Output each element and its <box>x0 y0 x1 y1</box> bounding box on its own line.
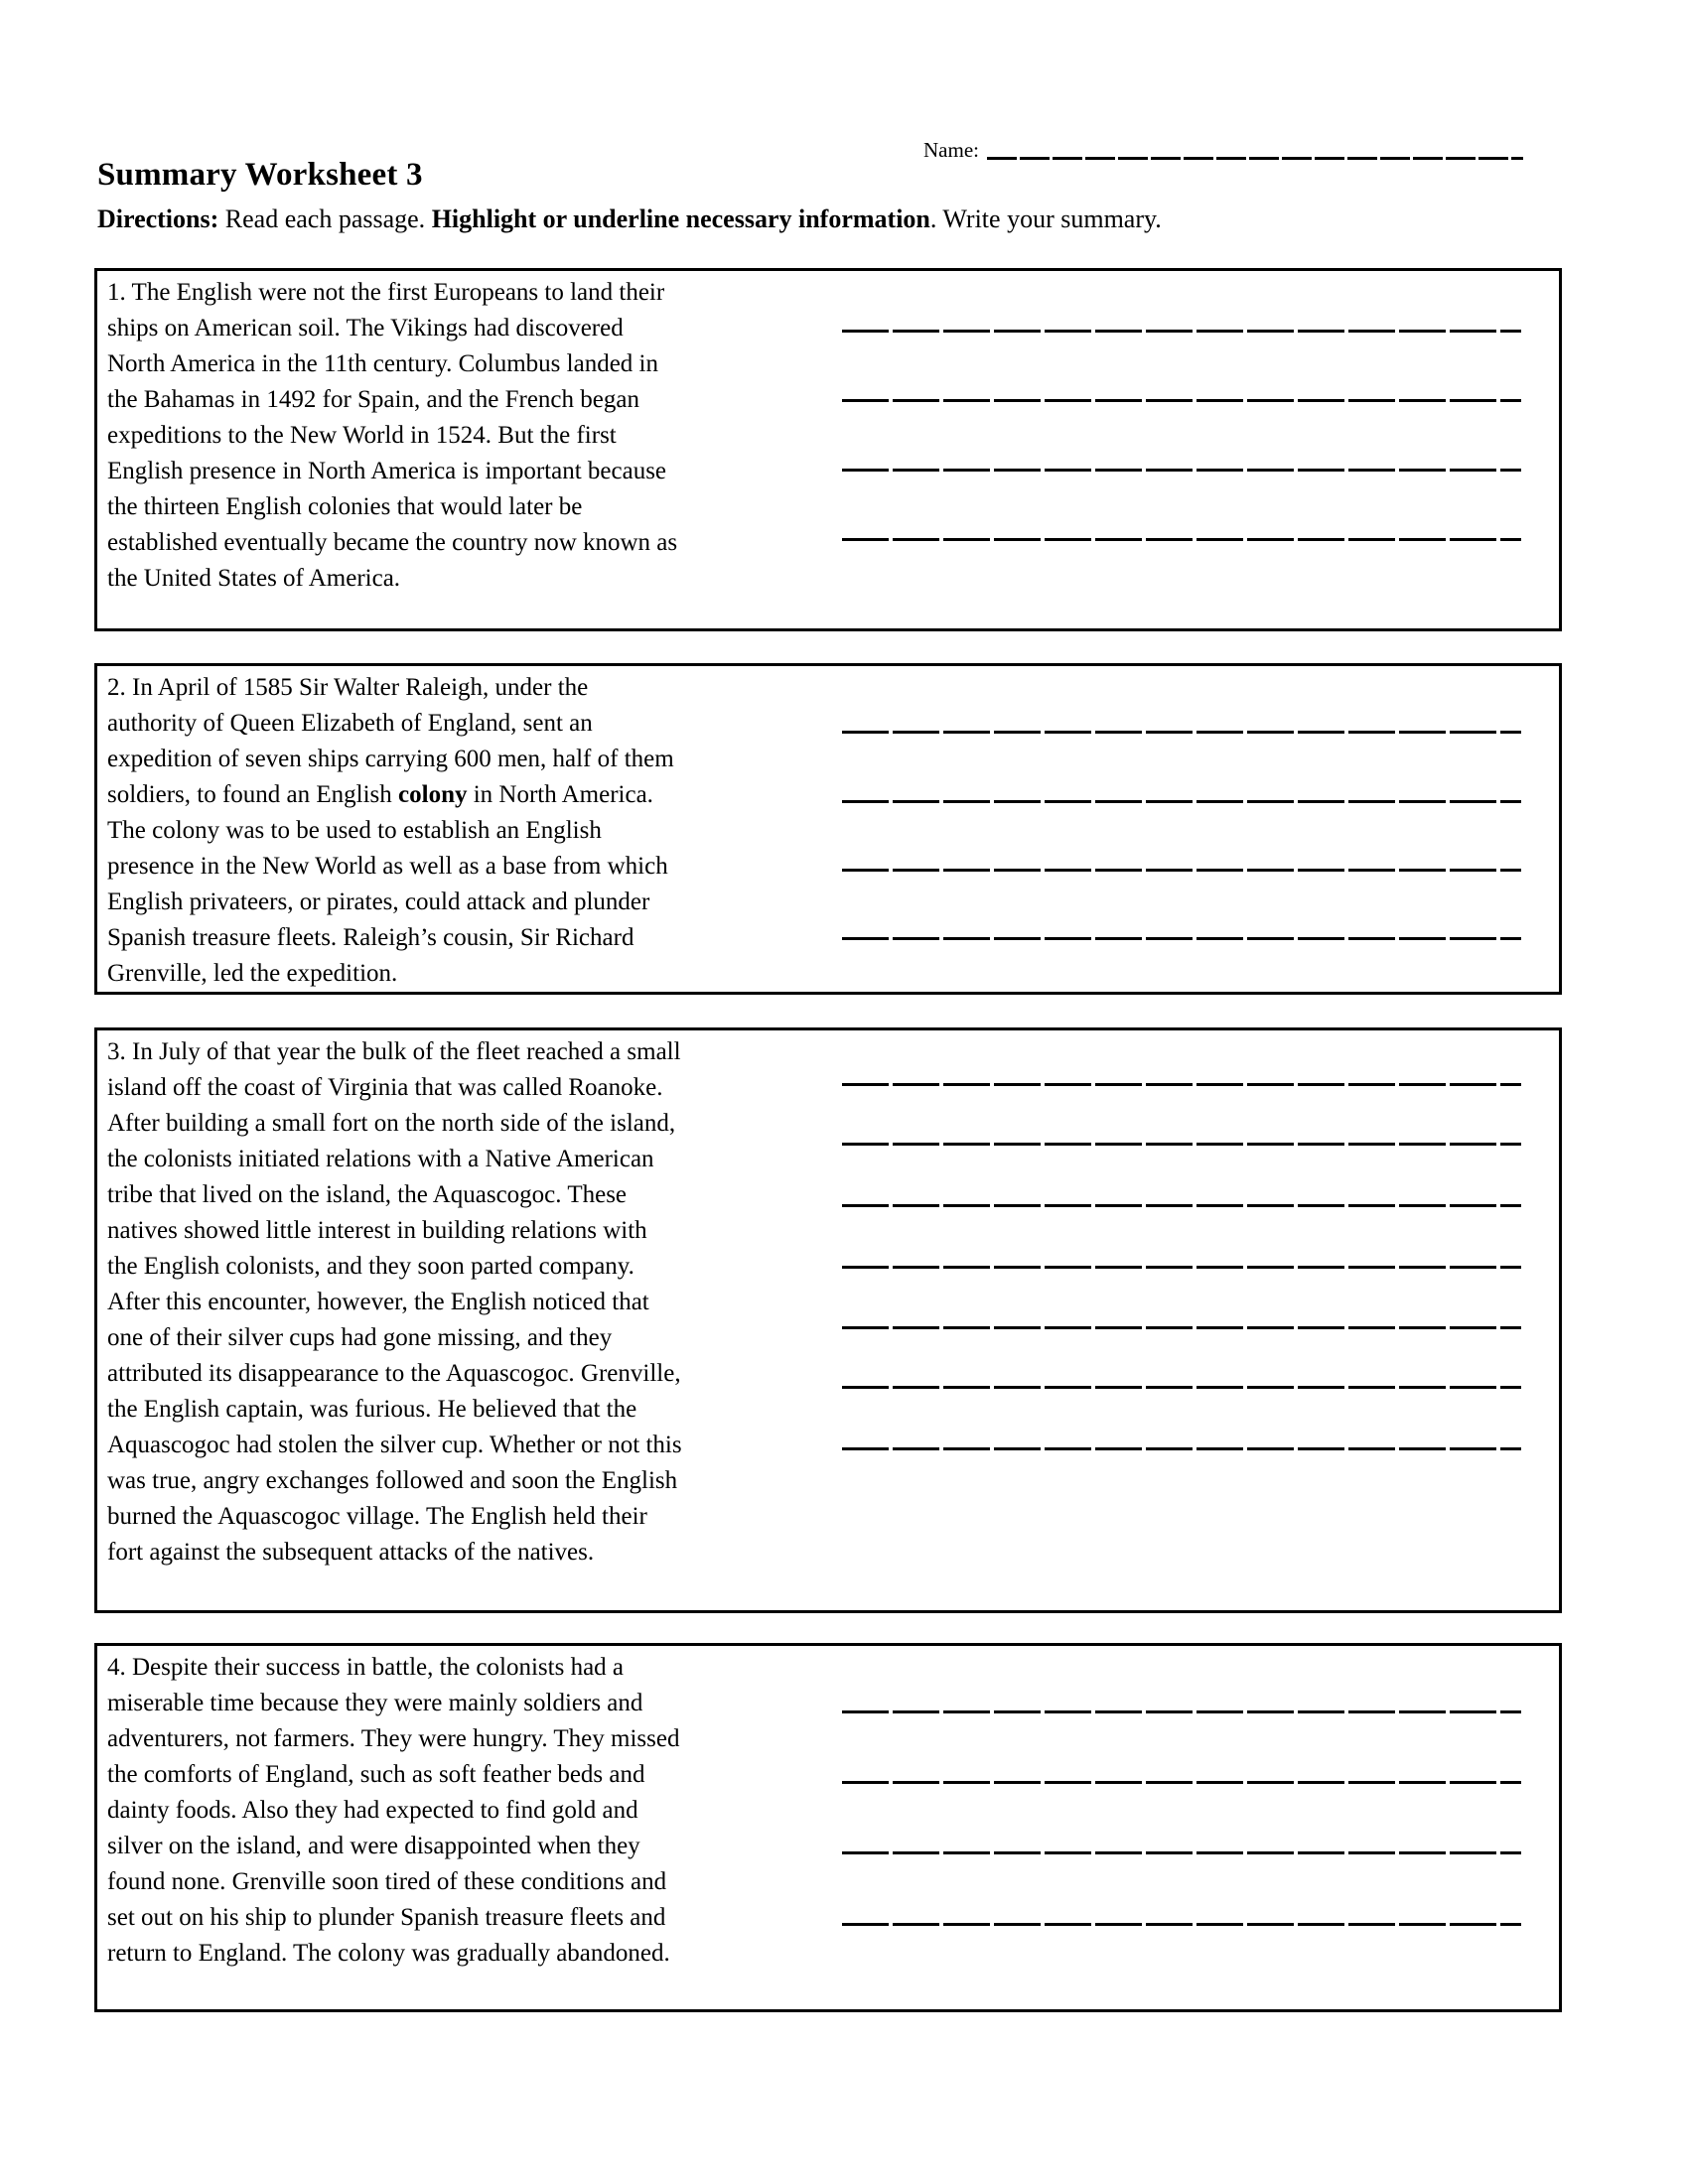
summary-write-line[interactable] <box>842 869 1521 872</box>
directions-label: Directions: <box>97 205 219 233</box>
directions <box>97 205 1162 234</box>
name-blank-line[interactable] <box>987 157 1523 160</box>
passage-box-4 <box>94 1643 1562 2012</box>
summary-write-line[interactable] <box>842 731 1521 734</box>
passage-2-text-pre: 2. In April of 1585 Sir Walter Raleigh, under the authority of Queen Elizabeth of England, sent an expedition of seven ships carrying 600 men, half of them soldiers, to found an English <box>107 674 674 808</box>
summary-write-line[interactable] <box>842 399 1521 402</box>
summary-write-line[interactable] <box>842 800 1521 803</box>
summary-write-line[interactable] <box>842 1143 1521 1146</box>
summary-write-line[interactable] <box>842 1386 1521 1389</box>
summary-write-line[interactable] <box>842 1851 1521 1854</box>
summary-write-line[interactable] <box>842 1326 1521 1329</box>
passage-box-1 <box>94 268 1562 631</box>
passage-text-1 <box>107 275 683 597</box>
summary-write-line[interactable] <box>842 469 1521 472</box>
summary-write-line[interactable] <box>842 1710 1521 1713</box>
passage-3-text: 3. In July of that year the bulk of the fleet reached a small island off the coast of Virginia that was called Roanoke. After building a small fort on the north side of the island, the colonists initiated relations with a Native American tribe that lived on the island, the Aquascogoc. These natives showed little interest in building relations with the English colonists, and they soon parted company. After this encounter, however, the English noticed that one of their silver cups had gone missing, and they attributed its disappearance to the Aquascogoc. Grenville, the English captain, was furious. He believed that the Aquascogoc had stolen the silver cup. Whether or not this was true, angry exchanges followed and soon the English burned the Aquascogoc village. The English held their fort against the subsequent attacks of the natives. <box>107 1038 682 1566</box>
directions-text-2: . Write your summary. <box>929 205 1162 233</box>
passage-box-3 <box>94 1027 1562 1613</box>
summary-write-line[interactable] <box>842 1266 1521 1269</box>
passage-4-text: 4. Despite their success in battle, the colonists had a miserable time because they were mainly soldiers and adventurers, not farmers. They were hungry. They missed the comforts of England, such as soft feather beds and dainty foods. Also they had expected to find gold and silver on the island, and were disappointed when they found none. Grenville soon tired of these conditions and set out on his ship to plunder Spanish treasure fleets and return to England. The colony was gradually abandoned. <box>107 1654 680 1967</box>
summary-write-line[interactable] <box>842 937 1521 940</box>
summary-write-line[interactable] <box>842 538 1521 541</box>
passage-text-2 <box>107 670 683 992</box>
directions-text-1: Read each passage. <box>218 205 432 233</box>
summary-write-line[interactable] <box>842 1781 1521 1784</box>
summary-write-line[interactable] <box>842 1083 1521 1086</box>
passage-text-3 <box>107 1034 683 1570</box>
passage-text-4 <box>107 1650 683 1972</box>
summary-write-line[interactable] <box>842 1923 1521 1926</box>
passage-2-bold-term: colony <box>398 781 468 808</box>
passage-2-text-post: in North America. The colony was to be used to establish an English presence in the New World as well as a base from which English privateers, or pirates, could attack and plunder Spanish treasure fleets. Raleigh’s cousin, Sir Richard Grenville, led the expedition. <box>107 781 668 987</box>
summary-write-line[interactable] <box>842 1204 1521 1207</box>
name-label: Name: <box>923 138 979 162</box>
directions-bold-text: Highlight or underline necessary information <box>431 205 930 233</box>
summary-write-line[interactable] <box>842 1447 1521 1450</box>
page-title: Summary Worksheet 3 <box>97 157 423 193</box>
passage-box-2 <box>94 663 1562 995</box>
summary-write-line[interactable] <box>842 330 1521 333</box>
passage-1-text: 1. The English were not the first Europeans to land their ships on American soil. The Vikings had discovered North America in the 11th century. Columbus landed in the Bahamas in 1492 for Spain, and the French began expeditions to the New World in 1524. But the first English presence in North America is important because the thirteen English colonies that would later be established eventually became the country now known as the United States of America. <box>107 279 678 592</box>
name-row <box>923 137 1523 164</box>
